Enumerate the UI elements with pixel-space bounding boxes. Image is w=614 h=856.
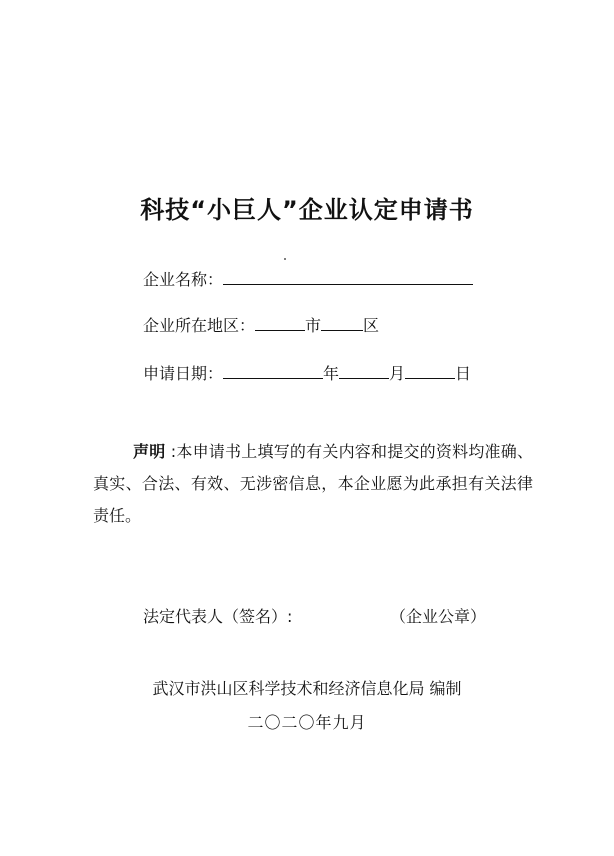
declaration-heading: 声明 xyxy=(133,442,166,461)
declaration-body: :本申请书上填写的有关内容和提交的资料均准确、真实、合法、有效、无涉密信息，本企业愿为此承担有关法律责任。 xyxy=(93,442,533,525)
stray-dot xyxy=(284,258,286,260)
date-year-suffix: 年 xyxy=(323,364,340,383)
region-city-suffix: 市 xyxy=(305,316,322,335)
company-name-blank[interactable] xyxy=(223,270,473,285)
page-title: 科技“小巨人”企业认定申请书 xyxy=(140,196,474,224)
region-city-blank[interactable] xyxy=(255,316,305,331)
date-month-blank[interactable] xyxy=(339,364,389,379)
date-day-blank[interactable] xyxy=(405,364,455,379)
region-district-suffix: 区 xyxy=(363,316,380,335)
company-seal-label: （企业公章） xyxy=(390,607,487,626)
declaration xyxy=(93,436,533,532)
issuer-line: 武汉市洪山区科学技术和经济信息化局 编制 xyxy=(152,679,462,698)
region-district-blank[interactable] xyxy=(321,316,363,331)
region-row xyxy=(143,316,379,336)
date-day-suffix: 日 xyxy=(455,364,472,383)
company-name-label: 企业名称： xyxy=(143,270,224,289)
date-row xyxy=(143,364,471,384)
representative-signature-label: 法定代表人（签名）: xyxy=(143,607,293,626)
date-label: 申请日期： xyxy=(143,364,224,383)
region-label: 企业所在地区： xyxy=(143,316,256,335)
date-month-suffix: 月 xyxy=(389,364,406,383)
date-year-blank[interactable] xyxy=(223,364,323,379)
company-name-row xyxy=(143,270,473,290)
issue-date: 二〇二〇年九月 xyxy=(247,713,367,732)
